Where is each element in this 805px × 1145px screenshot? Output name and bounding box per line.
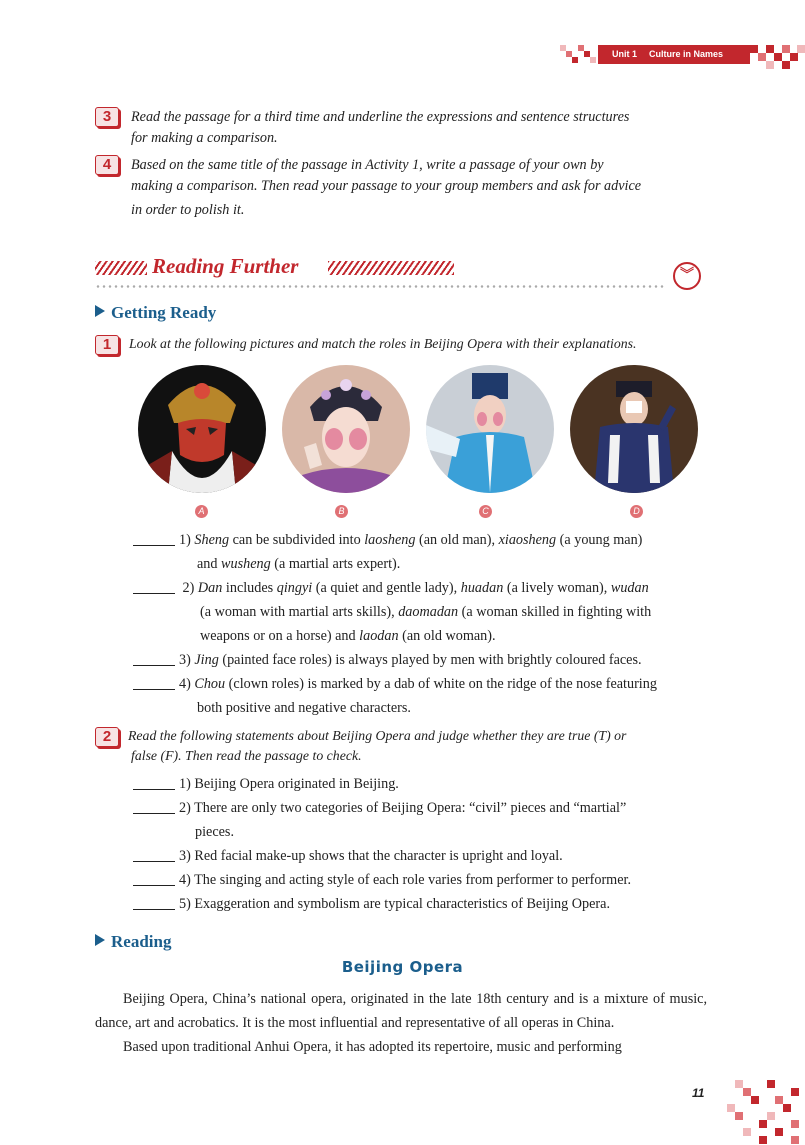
tf-item: 3) Red facial make-up shows that the character is upright and loyal. bbox=[133, 844, 563, 868]
getting-ready-heading: Getting Ready bbox=[95, 303, 216, 323]
matching-item-4-cont: both positive and negative characters. bbox=[197, 700, 411, 716]
tf-item: 1) Beijing Opera originated in Beijing. bbox=[133, 772, 399, 796]
opera-picture-jing bbox=[138, 365, 266, 493]
article-paragraph-1: Beijing Opera, China’s national opera, originated in the late 18th century and is a mixture of music, dance, art and acrobatics. It is the most influential and representative of all operas in China. bbox=[95, 991, 707, 1031]
activity-number: 3 bbox=[95, 107, 119, 127]
answer-blank[interactable] bbox=[133, 579, 175, 594]
answer-blank[interactable] bbox=[133, 675, 175, 690]
answer-blank[interactable] bbox=[133, 847, 175, 862]
activity-number: 2 bbox=[95, 727, 119, 747]
activity-2-line-2: false (F). Then read the passage to check. bbox=[131, 748, 362, 763]
activity-number: 1 bbox=[95, 335, 119, 355]
answer-blank[interactable] bbox=[133, 531, 175, 546]
double-chevron-down-icon: ︾ bbox=[673, 262, 701, 290]
matching-item-4: 4) Chou (clown roles) is marked by a dab of white on the ridge of the nose featuring bbox=[133, 672, 707, 696]
triangle-bullet-icon bbox=[95, 934, 105, 946]
matching-item-2-cont-2: weapons or on a horse) and laodan (an old woman). bbox=[200, 628, 496, 644]
matching-item-3: 3) Jing (painted face roles) is always played by men with brightly coloured faces. bbox=[133, 648, 707, 672]
activity-2-line-1: Read the following statements about Beijing Opera and judge whether they are true (T) or bbox=[128, 728, 627, 743]
unit-header-bar bbox=[598, 45, 750, 64]
section-title: Reading Further bbox=[152, 254, 299, 278]
activity-4-line-3: in order to polish it. bbox=[131, 202, 245, 218]
picture-label-c: C bbox=[479, 505, 492, 518]
answer-blank[interactable] bbox=[133, 799, 175, 814]
opera-picture-sheng bbox=[426, 365, 554, 493]
tf-item-2-cont: pieces. bbox=[195, 824, 234, 840]
unit-title: Culture in Names bbox=[649, 49, 724, 59]
activity-1-instruction: Look at the following pictures and match the roles in Beijing Opera with their explanations. bbox=[129, 336, 637, 351]
stripe-decoration-right bbox=[328, 261, 454, 275]
triangle-bullet-icon bbox=[95, 305, 105, 317]
matching-item-2: 2) Dan includes qingyi (a quiet and gentle lady), huadan (a lively woman), wudan bbox=[133, 576, 707, 600]
opera-picture-chou bbox=[570, 365, 698, 493]
activity-3-line-2: for making a comparison. bbox=[131, 130, 278, 146]
tf-item: 4) The singing and acting style of each role varies from performer to performer. bbox=[133, 868, 631, 892]
article-title: Beijing Opera bbox=[341, 958, 464, 976]
tf-item: 2) There are only two categories of Beijing Opera: “civil” pieces and “martial” bbox=[133, 796, 707, 820]
dotted-divider bbox=[95, 285, 665, 288]
stripe-decoration-left bbox=[95, 261, 147, 275]
matching-item-2-cont-1: (a woman with martial arts skills), daomadan (a woman skilled in fighting with bbox=[200, 604, 652, 620]
picture-label-d: D bbox=[630, 505, 643, 518]
answer-blank[interactable] bbox=[133, 775, 175, 790]
tf-item: 5) Exaggeration and symbolism are typical characteristics of Beijing Opera. bbox=[133, 892, 610, 916]
activity-number: 4 bbox=[95, 155, 119, 175]
answer-blank[interactable] bbox=[133, 895, 175, 910]
article-paragraph-2: Based upon traditional Anhui Opera, it has adopted its repertoire, music and performing bbox=[123, 1039, 622, 1055]
unit-label: Unit 1 bbox=[612, 49, 638, 59]
matching-item-1-cont: and wusheng (a martial arts expert). bbox=[197, 556, 401, 572]
matching-item-1: 1) Sheng can be subdivided into laosheng (an old man), xiaosheng (a young man) bbox=[133, 528, 707, 552]
page-number: 11 bbox=[692, 1086, 705, 1100]
reading-heading: Reading bbox=[95, 932, 171, 952]
picture-label-b: B bbox=[335, 505, 348, 518]
answer-blank[interactable] bbox=[133, 651, 175, 666]
answer-blank[interactable] bbox=[133, 871, 175, 886]
activity-4-line-2: making a comparison. Then read your passage to your group members and ask for advice bbox=[131, 178, 642, 194]
activity-3-line-1: Read the passage for a third time and underline the expressions and sentence structures bbox=[131, 109, 630, 125]
picture-label-a: A bbox=[195, 505, 208, 518]
opera-picture-dan bbox=[282, 365, 410, 493]
activity-4-line-1: Based on the same title of the passage in Activity 1, write a passage of your own by bbox=[131, 157, 604, 173]
